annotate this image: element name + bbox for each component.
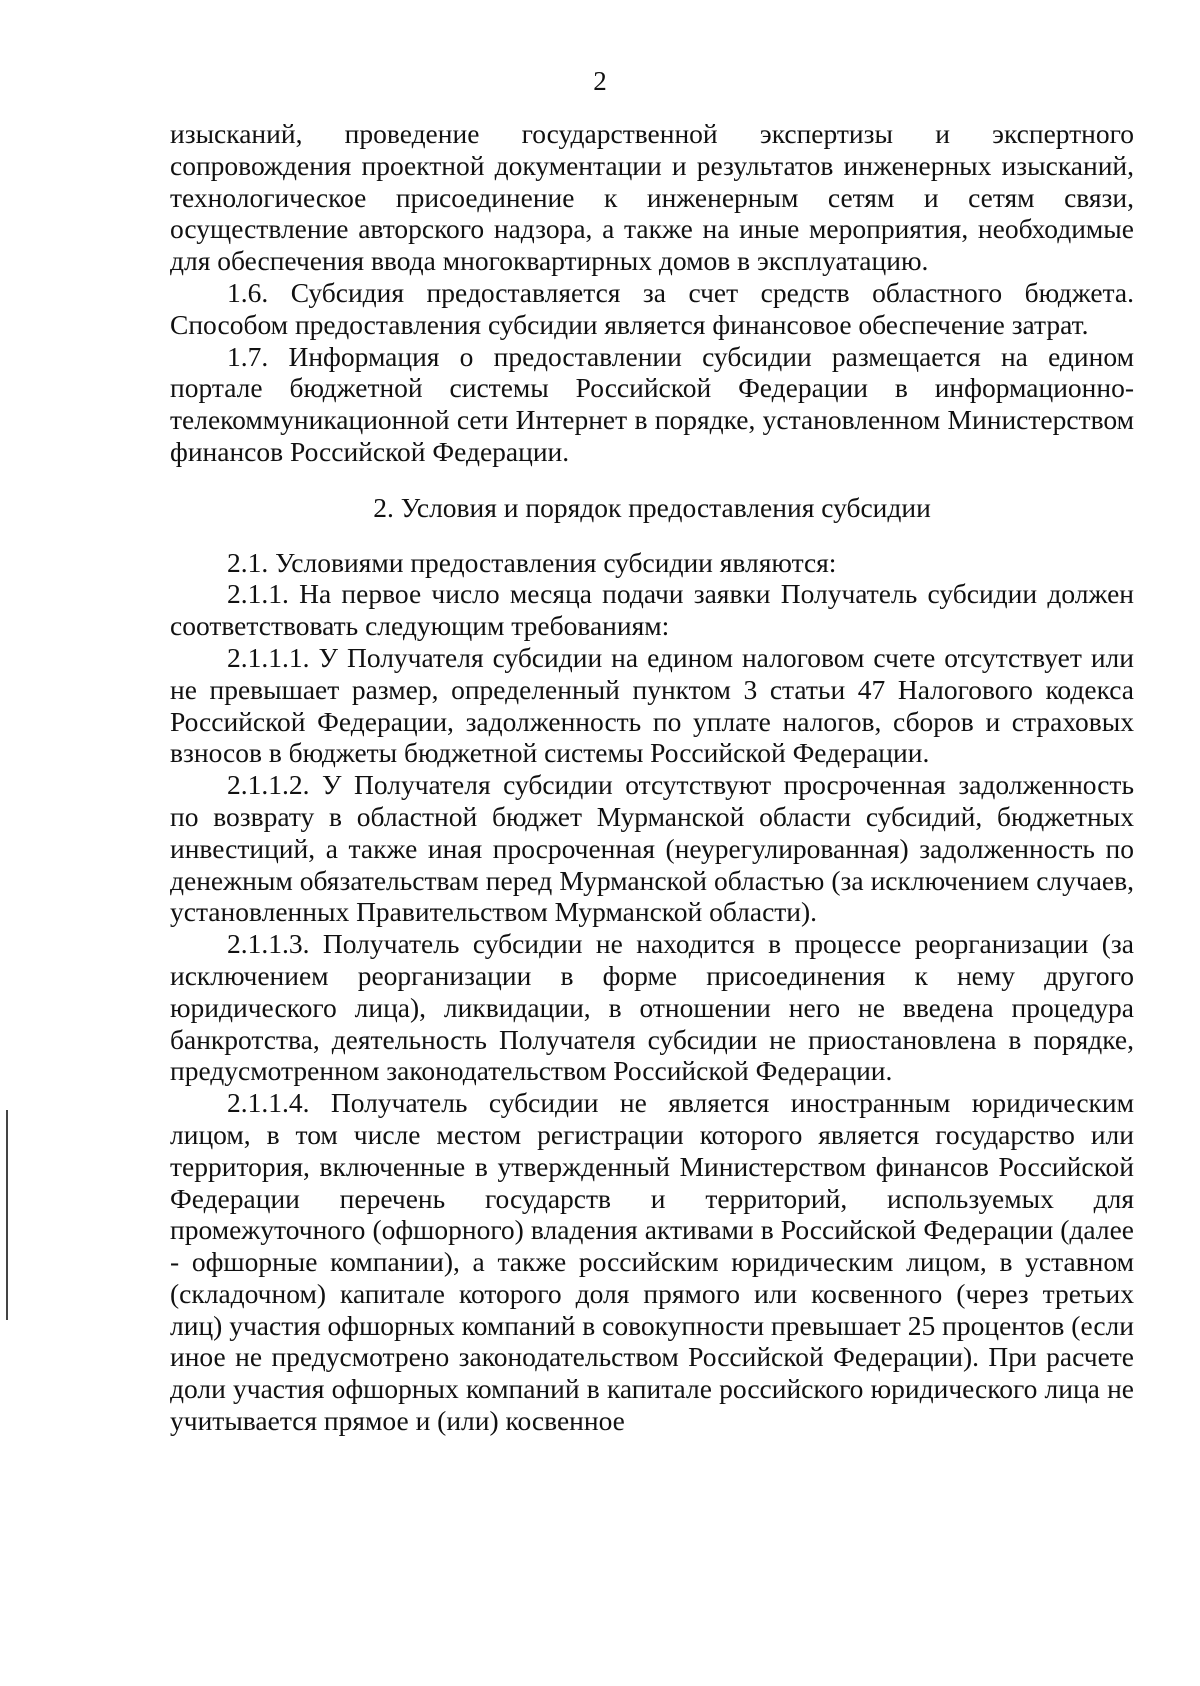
paragraph-2-1-1-4: 2.1.1.4. Получатель субсидии не является иностранным юридическим лицом, в том числе местом регистрации которого является государство или территория, включенные в утвержденный Министерством финансов Российской Федерации перечень государств и территорий, используемых для промежуточного (офшорного) владения активами в Российской Федерации (далее - офшорные компании), а также российским юридическим лицом, в уставном (складочном) капитале которого доля прямого или косвенного (через третьих лиц) участия офшорных компаний в совокупности превышает 25 процентов (если иное не предусмотрено законодательством Российской Федерации). При расчете доли участия офшорных компаний в капитале российского юридического лица не учитывается прямое и (или) косвенное: [170, 1087, 1134, 1437]
paragraph-2-1-1-3: 2.1.1.3. Получатель субсидии не находится в процессе реорганизации (за исключением реорганизации в форме присоединения к нему другого юридического лица), ликвидации, в отношении него не введена процедура банкротства, деятельность Получателя субсидии не приостановлена в порядке, предусмотренном законодательством Российской Федерации.: [170, 928, 1134, 1087]
paragraph-2-1-1-2: 2.1.1.2. У Получателя субсидии отсутствуют просроченная задолженность по возврату в областной бюджет Мурманской области субсидий, бюджетных инвестиций, а также иная просроченная (неурегулированная) задолженность по денежным обязательствам перед Мурманской областью (за исключением случаев, установленных Правительством Мурманской области).: [170, 769, 1134, 928]
section-heading: 2. Условия и порядок предоставления субсидии: [373, 491, 931, 523]
paragraph-2-1-1-1: 2.1.1.1. У Получателя субсидии на едином налоговом счете отсутствует или не превышает размер, определенный пунктом 3 статьи 47 Налогового кодекса Российской Федерации, задолженность по уплате налогов, сборов и страховых взносов в бюджеты бюджетной системы Российской Федерации.: [170, 641, 1134, 769]
paragraph-continuation: изысканий, проведение государственной экспертизы и экспертного сопровождения проектной документации и результатов инженерных изысканий, технологическое присоединение к инженерным сетям и сетям связи, осуществление авторского надзора, а также на иные мероприятия, необходимые для обеспечения ввода многоквартирных домов в эксплуатацию.: [170, 118, 1134, 277]
paragraph-1-6: 1.6. Субсидия предоставляется за счет средств областного бюджета. Способом предоставления субсидии является финансовое обеспечение затрат.: [170, 276, 1134, 340]
document-body: [170, 118, 1134, 1437]
paragraph-1-7: 1.7. Информация о предоставлении субсидии размещается на едином портале бюджетной системы Российской Федерации в информационно-телекоммуникационной сети Интернет в порядке, установленном Министерством финансов Российской Федерации.: [170, 340, 1134, 467]
page-number: 2: [593, 66, 607, 96]
paragraph-2-1: 2.1. Условиями предоставления субсидии являются:: [227, 546, 837, 578]
paragraph-2-1-1: 2.1.1. На первое число месяца подачи заявки Получатель субсидии должен соответствовать следующим требованиям:: [170, 578, 1134, 642]
scan-edge-mark: [6, 1110, 8, 1320]
